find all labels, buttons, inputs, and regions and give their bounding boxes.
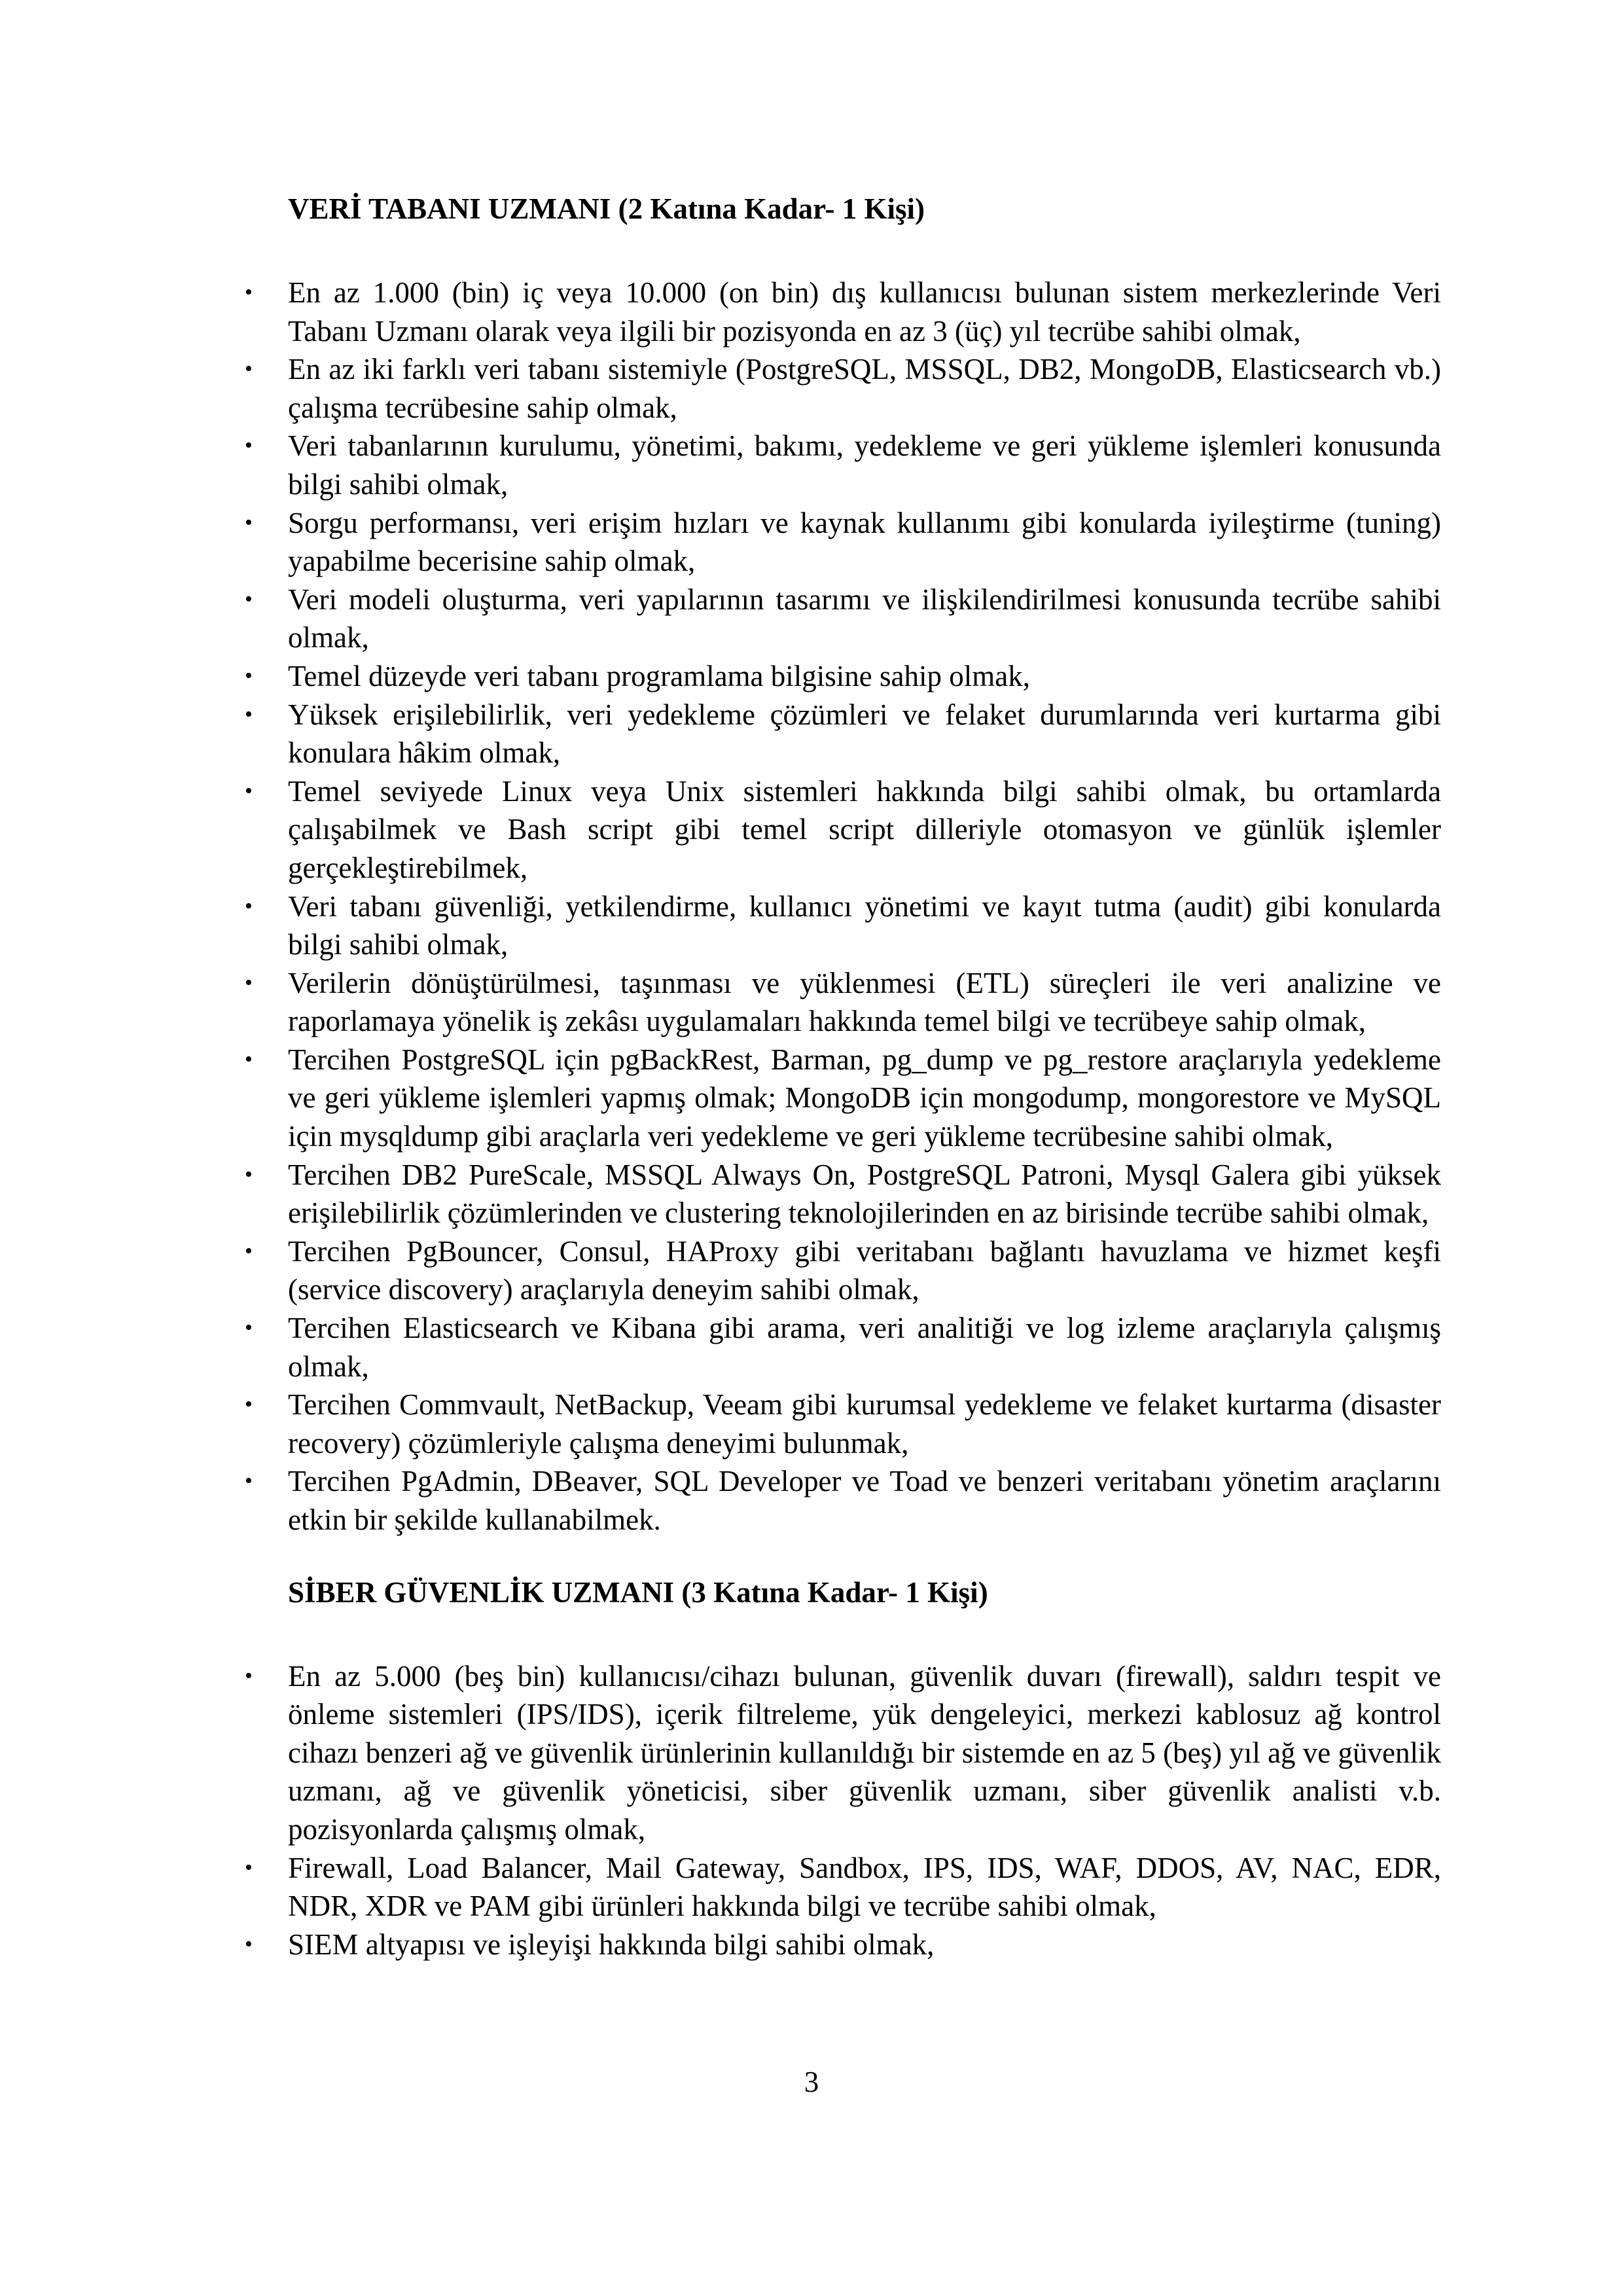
- bullet-icon: •: [245, 280, 253, 304]
- requirement-item: [245, 1462, 1441, 1539]
- requirement-text: Tercihen PostgreSQL için pgBackRest, Barman, pg_dump ve pg_restore araçlarıyla yedekleme ve geri yükleme işlemleri yapmış olmak; MongoDB için mongodump, mongorestore ve MySQL için mysqldump gibi araçlarla veri yedekleme ve geri yükleme tecrübesine sahibi olmak,: [288, 1043, 1441, 1153]
- requirement-item: [245, 888, 1441, 964]
- requirement-text: Tercihen DB2 PureScale, MSSQL Always On, PostgreSQL Patroni, Mysql Galera gibi yüksek erişilebilirlik çözümlerinden ve clustering teknolojilerinden en az birisinde tecrübe sahibi olmak,: [288, 1158, 1441, 1230]
- requirement-item: [245, 696, 1441, 772]
- section-heading-database-expert: VERİ TABANI UZMANI (2 Katına Kadar- 1 Kişi): [288, 192, 925, 225]
- requirement-text: Veri tabanlarının kurulumu, yönetimi, bakımı, yedekleme ve geri yükleme işlemleri konusunda bilgi sahibi olmak,: [288, 429, 1441, 501]
- bullet-icon: •: [245, 663, 253, 688]
- bullet-icon: •: [245, 357, 253, 382]
- bullet-icon: •: [245, 970, 253, 995]
- requirement-item: [245, 581, 1441, 657]
- page-content: [245, 190, 1441, 1964]
- requirement-text: Yüksek erişilebilirlik, veri yedekleme çözümleri ve felaket durumlarında veri kurtarma gibi konulara hâkim olmak,: [288, 698, 1441, 770]
- bullet-icon: •: [245, 1855, 253, 1880]
- bullet-icon: •: [245, 1931, 253, 1956]
- requirement-item: [245, 504, 1441, 581]
- requirement-text: Tercihen PgBouncer, Consul, HAProxy gibi veritabanı bağlantı havuzlama ve hizmet keşfi (service discovery) araçlarıyla deneyim sahibi olmak,: [288, 1234, 1441, 1306]
- requirement-item: [245, 1657, 1441, 1849]
- requirement-text: Tercihen PgAdmin, DBeaver, SQL Developer ve Toad ve benzeri veritabanı yönetim araçlarını etkin bir şekilde kullanabilmek.: [288, 1465, 1441, 1536]
- section-heading-cyber-security-expert: SİBER GÜVENLİK UZMANI (3 Katına Kadar- 1 Kişi): [288, 1575, 988, 1609]
- requirement-text: Veri modeli oluşturma, veri yapılarının tasarımı ve ilişkilendirilmesi konusunda tecrübe sahibi olmak,: [288, 583, 1441, 655]
- bullet-icon: •: [245, 1392, 253, 1417]
- bullet-icon: •: [245, 702, 253, 726]
- page-number: 3: [804, 2066, 819, 2098]
- requirement-text: Tercihen Elasticsearch ve Kibana gibi arama, veri analitiği ve log izleme araçlarıyla çalışmış olmak,: [288, 1312, 1441, 1383]
- requirement-item: [245, 772, 1441, 888]
- requirement-text: Verilerin dönüştürülmesi, taşınması ve yüklenmesi (ETL) süreçleri ile veri analizine ve raporlamaya yönelik iş zekâsı uygulamaları hakkında temel bilgi ve tecrübeye sahip olmak,: [288, 966, 1441, 1038]
- requirement-item: [245, 657, 1441, 696]
- requirement-text: En az iki farklı veri tabanı sistemiyle (PostgreSQL, MSSQL, DB2, MongoDB, Elasticsearch vb.) çalışma tecrübesine sahip olmak,: [288, 353, 1441, 424]
- database-expert-requirements-list: [245, 274, 1441, 1539]
- cyber-security-requirements-list: [245, 1657, 1441, 1964]
- bullet-icon: •: [245, 778, 253, 803]
- requirement-item: [245, 1232, 1441, 1309]
- requirement-text: Firewall, Load Balancer, Mail Gateway, Sandbox, IPS, IDS, WAF, DDOS, AV, NAC, EDR, NDR, XDR ve PAM gibi ürünleri hakkında bilgi ve tecrübe sahibi olmak,: [288, 1851, 1441, 1923]
- requirement-item: [245, 1156, 1441, 1232]
- requirement-item: [245, 1926, 1441, 1964]
- requirement-item: [245, 1849, 1441, 1926]
- requirement-text: En az 5.000 (beş bin) kullanıcısı/cihazı bulunan, güvenlik duvarı (firewall), saldırı tespit ve önleme sistemleri (IPS/IDS), içerik filtreleme, yük dengeleyici, merkezi kablosuz ağ kontrol cihazı benzeri ağ ve güvenlik ürünlerinin kullanıldığı bir sistemde en az 5 (beş) yıl ağ ve güvenlik uzmanı, ağ ve güvenlik yöneticisi, siber güvenlik uzmanı, siber güvenlik analisti v.b. pozisyonlarda çalışmış olmak,: [288, 1659, 1441, 1846]
- requirement-item: [245, 964, 1441, 1041]
- requirement-text: SIEM altyapısı ve işleyişi hakkında bilgi sahibi olmak,: [288, 1928, 935, 1961]
- requirement-item: [245, 274, 1441, 350]
- requirement-item: [245, 1309, 1441, 1386]
- requirement-item: [245, 427, 1441, 503]
- bullet-icon: •: [245, 586, 253, 611]
- requirement-item: [245, 350, 1441, 427]
- requirement-text: Veri tabanı güvenliği, yetkilendirme, kullanıcı yönetimi ve kayıt tutma (audit) gibi konularda bilgi sahibi olmak,: [288, 889, 1441, 961]
- bullet-icon: •: [245, 1316, 253, 1340]
- requirement-text: Temel seviyede Linux veya Unix sistemleri hakkında bilgi sahibi olmak, bu ortamlarda çalışabilmek ve Bash script gibi temel script dilleriyle otomasyon ve günlük işlemler gerçekleştirebilmek,: [288, 774, 1441, 884]
- bullet-icon: •: [245, 1047, 253, 1071]
- bullet-icon: •: [245, 1238, 253, 1263]
- requirement-text: Sorgu performansı, veri erişim hızları ve kaynak kullanımı gibi konularda iyileştirme (tuning) yapabilme becerisine sahip olmak,: [288, 506, 1441, 578]
- bullet-icon: •: [245, 1162, 253, 1187]
- requirement-item: [245, 1386, 1441, 1462]
- requirement-text: En az 1.000 (bin) iç veya 10.000 (on bin) dış kullanıcısı bulunan sistem merkezlerinde Veri Tabanı Uzmanı olarak veya ilgili bir pozisyonda en az 3 (üç) yıl tecrübe sahibi olmak,: [288, 276, 1441, 348]
- bullet-icon: •: [245, 1469, 253, 1494]
- bullet-icon: •: [245, 893, 253, 918]
- requirement-text: Temel düzeyde veri tabanı programlama bilgisine sahip olmak,: [288, 659, 1030, 692]
- bullet-icon: •: [245, 433, 253, 458]
- bullet-icon: •: [245, 1663, 253, 1688]
- requirement-item: [245, 1041, 1441, 1156]
- bullet-icon: •: [245, 510, 253, 535]
- requirement-text: Tercihen Commvault, NetBackup, Veeam gibi kurumsal yedekleme ve felaket kurtarma (disaster recovery) çözümleriyle çalışma deneyimi bulunmak,: [288, 1388, 1441, 1460]
